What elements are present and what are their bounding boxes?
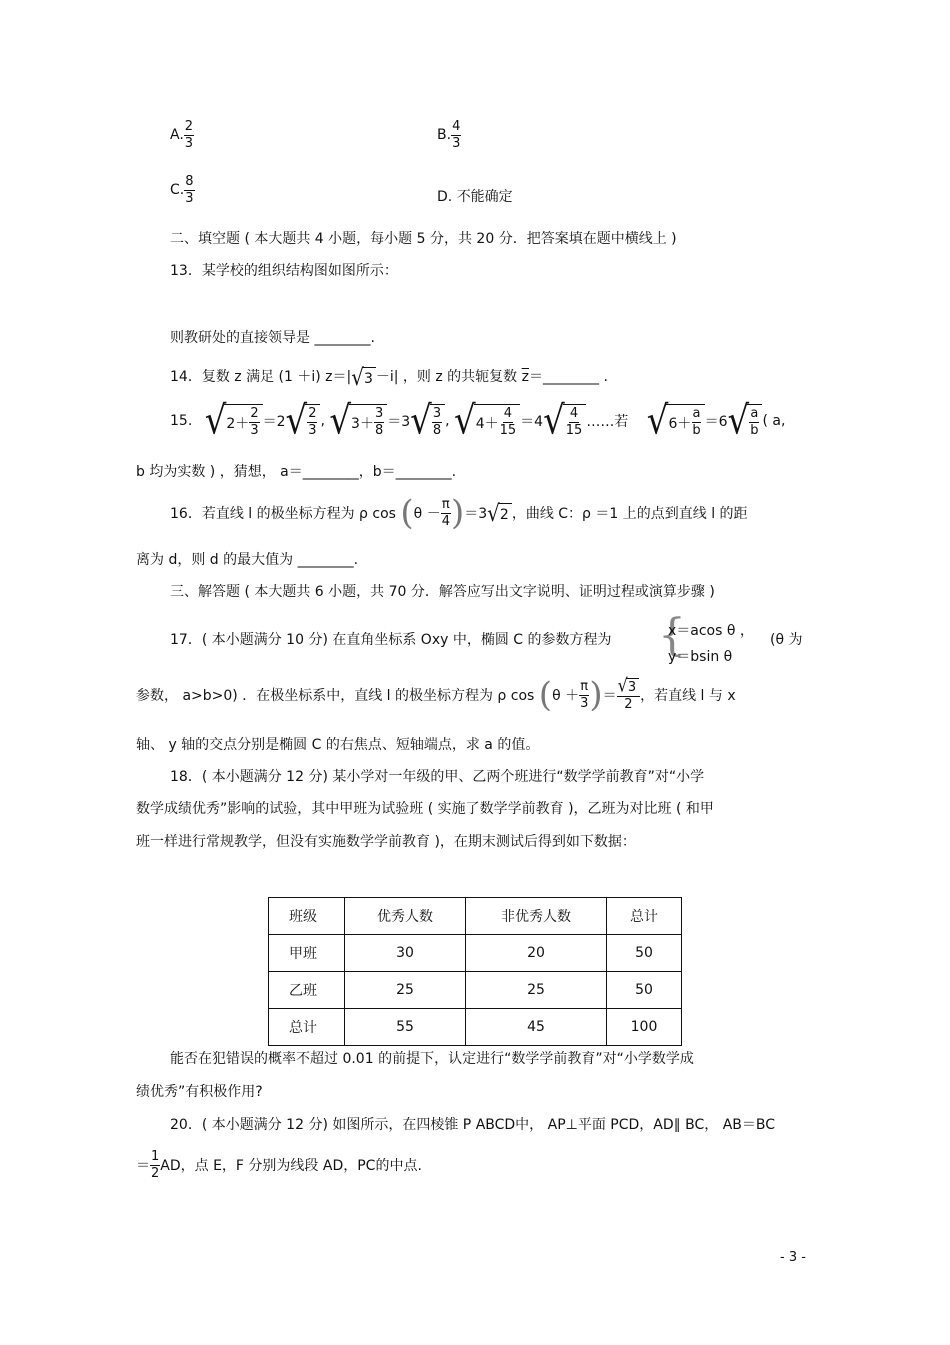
q17-line1: 17．( 本小题满分 10 分) 在直角坐标系 Oxy 中，椭圆 C 的参数方程为: [170, 632, 612, 648]
table-cell: 乙班: [269, 972, 345, 1009]
table-header-cell: 优秀人数: [345, 898, 466, 935]
q13-answer-line: 则教研处的直接领导是 ________.: [170, 330, 375, 346]
q13-text: 13．某学校的组织结构图如图所示：: [170, 263, 398, 279]
table-cell: 100: [607, 1009, 682, 1046]
option-b: B. $\frac{4}{3}$: [437, 119, 461, 151]
q15: 15. √ 2＋ $\frac{2}{3}$ ＝2 √ $\frac{2}{3}$ , √ 3＋ $\frac{3}{8}$ ＝3 √ $\frac{3}{8}$ , √ 4＋ $\frac{4}{15}$ ＝4 √ $\frac{4}{15}$ ……若 √ 6＋ $\frac{a}{b}$ ＝6 √ $\frac{a}{b}$ ( a,: [170, 398, 786, 444]
table-cell: 50: [607, 935, 682, 972]
option-a: A. $\frac{2}{3}$: [170, 119, 194, 151]
q17-line3: 轴、 y 轴的交点分别是椭圆 C 的右焦点、短轴端点，求 a 的值。: [136, 737, 540, 753]
q14: 14．复数 z 满足 (1 ＋i) z＝| √ 3 －i| ，则 z 的共轭复数 $\overline{z}=\_\_\_\_\_\_\_\_$ .: [170, 363, 608, 391]
table-header-cell: 非优秀人数: [466, 898, 607, 935]
param-equations: x＝acos θ ， y＝bsin θ: [668, 623, 754, 665]
table-cell: 甲班: [269, 935, 345, 972]
q17-line2: 参数， a>b>0) ．在极坐标系中，直线 l 的极坐标方程为 ρ cos (θ ＋ $\frac{\pi}{3}$ )＝ √ 3 2 ，若直线 l 与 x: [136, 674, 736, 715]
q16: 16．若直线 l 的极坐标方程为 ρ cos (θ － $\frac{\pi}{4}$ )＝3 √ 2 ，曲线 C：ρ ＝1 上的点到直线 l 的距: [170, 493, 748, 533]
table-header-cell: 班级: [269, 898, 345, 935]
page-number: - 3 -: [780, 1250, 806, 1265]
table-row: [269, 935, 682, 972]
table-row: [269, 972, 682, 1009]
conjugate-z: $\overline{z}$: [521, 369, 529, 385]
table-cell: 30: [345, 935, 466, 972]
option-d: D. 不能确定: [437, 189, 513, 205]
q16-line2: 离为 d，则 d 的最大值为 ________.: [136, 552, 359, 568]
q18-line1: 18．( 本小题满分 12 分) 某小学对一年级的甲、乙两个班进行“数学学前教育”对“小学: [170, 769, 705, 785]
table-cell: 25: [466, 972, 607, 1009]
table-cell: 50: [607, 972, 682, 1009]
table-cell: 45: [466, 1009, 607, 1046]
q15-line2: b 均为实数 ) ，猜想， a＝________，b＝________.: [136, 464, 457, 480]
table-cell: 25: [345, 972, 466, 1009]
q20-line1: 20．( 本小题满分 12 分) 如图所示，在四棱锥 P ABCD中， AP⊥平面 PCD，AD∥ BC， AB＝BC: [170, 1117, 776, 1133]
table-header-cell: 总计: [607, 898, 682, 935]
section2-title: 二、填空题 ( 本大题共 4 小题，每小题 5 分，共 20 分．把答案填在题中横线上 ): [170, 231, 677, 247]
q20-line2: ＝ $\frac{1}{2}$ AD，点 E，F 分别为线段 AD，PC的中点.: [136, 1149, 422, 1181]
section3-title: 三、解答题 ( 本大题共 6 小题，共 70 分．解答应写出文字说明、证明过程或演算步骤 ): [170, 584, 715, 600]
table-header-row: [269, 898, 682, 935]
table-cell: 总计: [269, 1009, 345, 1046]
q18-question-line1: 能否在犯错误的概率不超过 0.01 的前提下，认定进行“数学学前教育”对“小学数学成: [170, 1051, 694, 1067]
data-table: [268, 897, 682, 1046]
table-cell: 20: [466, 935, 607, 972]
param-brace: {: [658, 610, 686, 661]
option-c: C. $\frac{8}{3}$: [170, 174, 194, 206]
q18-question-line2: 绩优秀”有积极作用?: [136, 1084, 263, 1100]
q18-line2: 数学成绩优秀”影响的试验，其中甲班为试验班 ( 实施了数学学前教育 )，乙班为对比班 ( 和甲: [136, 801, 714, 817]
q18-line3: 班一样进行常规教学，但没有实施数学学前教育 )，在期末测试后得到如下数据：: [136, 834, 636, 850]
table-row: [269, 1009, 682, 1046]
q17-line1-tail: (θ 为: [770, 632, 803, 648]
table-cell: 55: [345, 1009, 466, 1046]
